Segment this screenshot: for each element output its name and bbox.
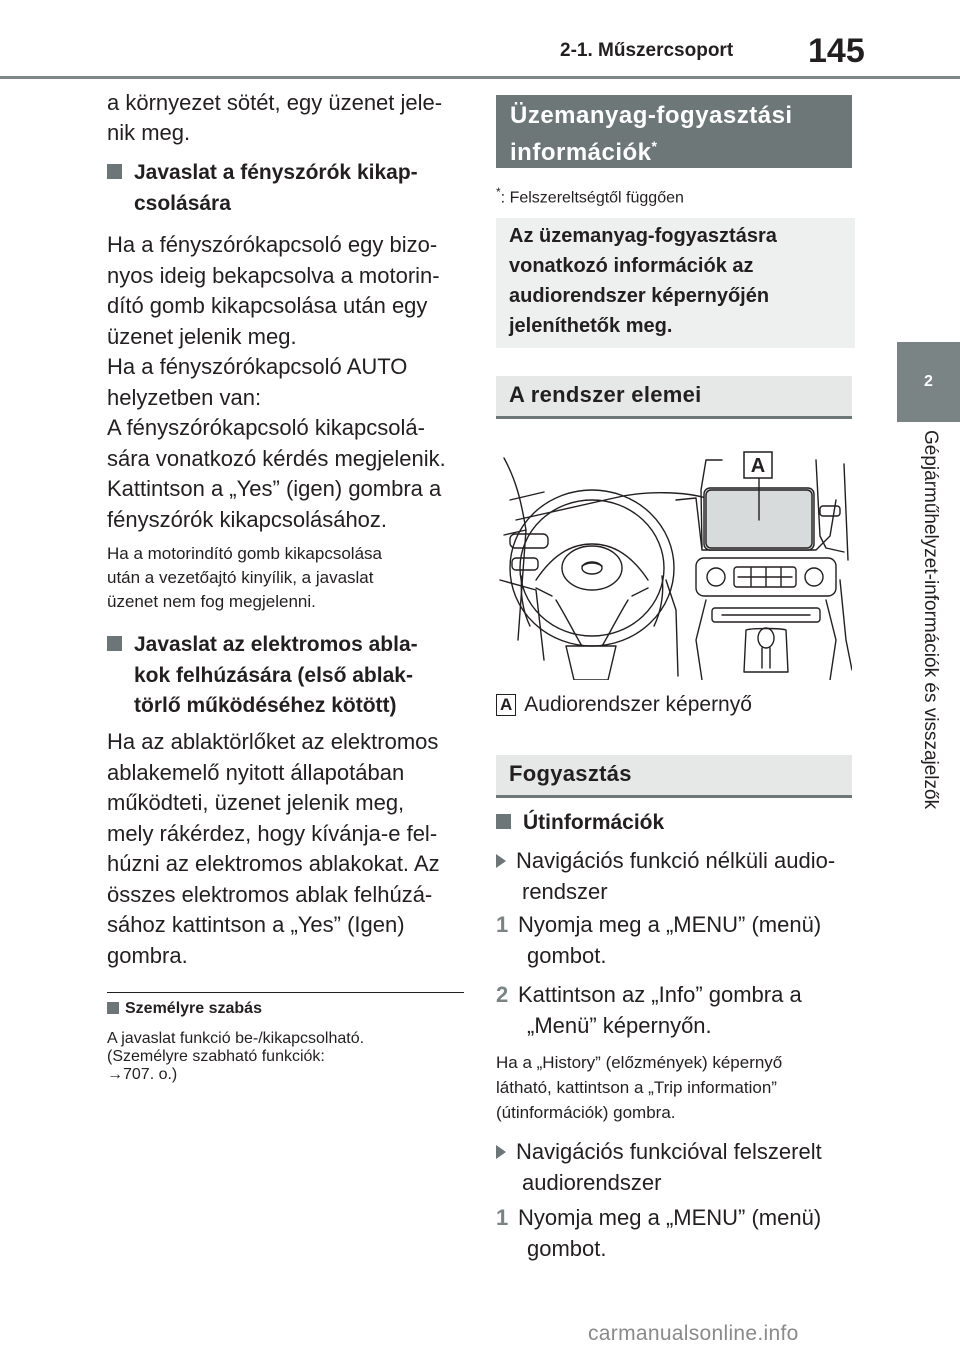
text-line: Ha a fényszórókapcsoló AUTO bbox=[107, 354, 408, 379]
dashboard-illustration bbox=[496, 440, 852, 680]
text-line: ablakemelő nyitott állapotában bbox=[107, 759, 405, 785]
square-bullet-icon bbox=[107, 1002, 119, 1014]
chapter-title: Gépjárműhelyzet-információk és visszajelzők bbox=[919, 430, 941, 810]
text-line: dító gomb kikapcsolása után egy bbox=[107, 293, 428, 318]
text-line: Ha a „History” (előzmények) képernyő bbox=[496, 1053, 783, 1072]
heading-line: kok felhúzására (első ablak- bbox=[134, 663, 413, 687]
triangle-bullet-icon bbox=[496, 1145, 506, 1159]
customization-body bbox=[107, 1030, 467, 1084]
banner-line: Üzemanyag-fogyasztási bbox=[510, 102, 793, 129]
triangle-bullet-icon bbox=[496, 854, 506, 868]
banner-text: A rendszer elemei bbox=[509, 382, 702, 407]
heading-headlight-suggestion bbox=[107, 158, 467, 219]
text-line: audiorendszer bbox=[522, 1169, 662, 1195]
customization-title-text: Személyre szabás bbox=[125, 1000, 262, 1017]
section-divider bbox=[107, 992, 464, 993]
asterisk: * bbox=[651, 138, 658, 154]
square-bullet-icon bbox=[496, 814, 511, 829]
customization-title bbox=[107, 1000, 467, 1018]
step-number: 1 bbox=[496, 1205, 509, 1230]
step-number: 2 bbox=[496, 982, 509, 1007]
banner-text: Fogyasztás bbox=[509, 761, 632, 786]
watermark: carmanualsonline.info bbox=[588, 1322, 799, 1345]
heading-line: csolására bbox=[134, 191, 231, 215]
legend-text: Audiorendszer képernyő bbox=[524, 693, 752, 716]
paragraph-3 bbox=[107, 727, 467, 971]
text-line: fényszórók kikapcsolásához. bbox=[107, 506, 388, 532]
text-line: üzenet nem fog megjelenni. bbox=[107, 592, 316, 611]
note-1 bbox=[107, 542, 467, 614]
step-1 bbox=[496, 910, 856, 971]
text-line: húzni az elektromos ablakokat. Az bbox=[107, 851, 440, 876]
heading-window-suggestion bbox=[107, 630, 467, 722]
dashboard-figure bbox=[496, 440, 852, 680]
heading-line: Javaslat a fényszórók kikap- bbox=[134, 161, 418, 184]
chapter-side-label bbox=[897, 430, 960, 900]
heading-line: Javaslat az elektromos abla- bbox=[134, 633, 418, 656]
text-line: összes elektromos ablak felhúzá- bbox=[107, 881, 433, 907]
text-line: (Személyre szabható funkciók: bbox=[107, 1048, 325, 1065]
square-bullet-icon bbox=[107, 636, 122, 651]
text-line: Navigációs funkcióval felszerelt bbox=[516, 1139, 822, 1164]
text-line: gombot. bbox=[527, 942, 607, 968]
footnote bbox=[496, 185, 684, 207]
text-line: Az üzemanyag-fogyasztásra bbox=[509, 225, 777, 247]
text-line: gombra. bbox=[107, 942, 188, 968]
paragraph-1 bbox=[107, 230, 467, 352]
heading-trip-info bbox=[496, 808, 664, 839]
text-line: jeleníthetők meg. bbox=[509, 315, 673, 337]
text-line: nyos ideig bekapcsolva a motorin- bbox=[107, 262, 440, 288]
text-line: helyzetben van: bbox=[107, 384, 262, 410]
text-line: gombot. bbox=[527, 1235, 607, 1261]
intro-text bbox=[107, 88, 457, 119]
intro-line-1: a környezet sötét, egy üzenet jele- bbox=[107, 90, 443, 115]
banner-line: információk bbox=[510, 139, 652, 166]
text-line: (útinformációk) gombra. bbox=[496, 1103, 676, 1122]
chapter-tab: 2 bbox=[897, 342, 960, 422]
text-line: vonatkozó információk az bbox=[509, 255, 754, 277]
text-line: „Menü” képernyőn. bbox=[527, 1012, 712, 1038]
header-rule bbox=[0, 76, 960, 79]
footnote-star: * bbox=[496, 185, 501, 199]
figure-legend bbox=[496, 693, 752, 717]
text-line: mely rákérdez, hogy kívánja-e fel- bbox=[107, 820, 438, 846]
text-line: után a vezetőajtó kinyílik, a javaslat bbox=[107, 568, 374, 587]
subhead-with-navigation bbox=[496, 1137, 856, 1198]
note-2 bbox=[496, 1050, 856, 1125]
page-number: 145 bbox=[808, 32, 865, 70]
paragraph-2 bbox=[107, 352, 467, 535]
text-line: látható, kattintson a „Trip information” bbox=[496, 1078, 777, 1097]
legend-label: A bbox=[496, 694, 516, 716]
text-line: Kattintson az „Info” gombra a bbox=[518, 982, 802, 1007]
section-title: 2-1. Műszercsoport bbox=[560, 40, 734, 61]
text-line: rendszer bbox=[522, 878, 608, 904]
text-line: A fényszórókapcsoló kikapcsolá- bbox=[107, 415, 425, 440]
intro-line-2: nik meg. bbox=[107, 120, 191, 145]
step-2 bbox=[496, 980, 856, 1041]
square-bullet-icon bbox=[107, 164, 122, 179]
text-line: A javaslat funkció be-/kikapcsolható. bbox=[107, 1030, 365, 1047]
text-line: sára vonatkozó kérdés megjelenik. bbox=[107, 445, 446, 471]
heading-line: törlő működéséhez kötött) bbox=[134, 694, 397, 717]
text-line: üzenet jelenik meg. bbox=[107, 323, 297, 349]
step-number: 1 bbox=[496, 912, 509, 937]
subhead-no-navigation bbox=[496, 846, 856, 907]
text-line: →707. o.) bbox=[107, 1066, 178, 1083]
step-nav-1 bbox=[496, 1203, 856, 1264]
heading-text: Útinformációk bbox=[523, 811, 665, 834]
banner-system-components bbox=[496, 376, 852, 419]
text-line: Navigációs funkció nélküli audio- bbox=[516, 848, 836, 873]
text-line: sához kattintson a „Yes” (Igen) bbox=[107, 912, 405, 937]
banner-fuel-info bbox=[496, 95, 852, 168]
text-line: Ha a fényszórókapcsoló egy bizo- bbox=[107, 232, 438, 257]
text-line: Ha a motorindító gomb kikapcsolása bbox=[107, 544, 382, 563]
fuel-info-box bbox=[496, 218, 855, 348]
text-line: működteti, üzenet jelenik meg, bbox=[107, 790, 405, 815]
text-line: audiorendszer képernyőjén bbox=[509, 285, 770, 307]
banner-consumption bbox=[496, 755, 852, 798]
text-line: Nyomja meg a „MENU” (menü) bbox=[518, 912, 822, 937]
footnote-text: : Felszereltségtől függően bbox=[500, 189, 684, 207]
text-line: Kattintson a „Yes” (igen) gombra a bbox=[107, 476, 442, 501]
text-line: Ha az ablaktörlőket az elektromos bbox=[107, 729, 439, 754]
callout-label: A bbox=[750, 455, 766, 477]
text-line: Nyomja meg a „MENU” (menü) bbox=[518, 1205, 822, 1230]
